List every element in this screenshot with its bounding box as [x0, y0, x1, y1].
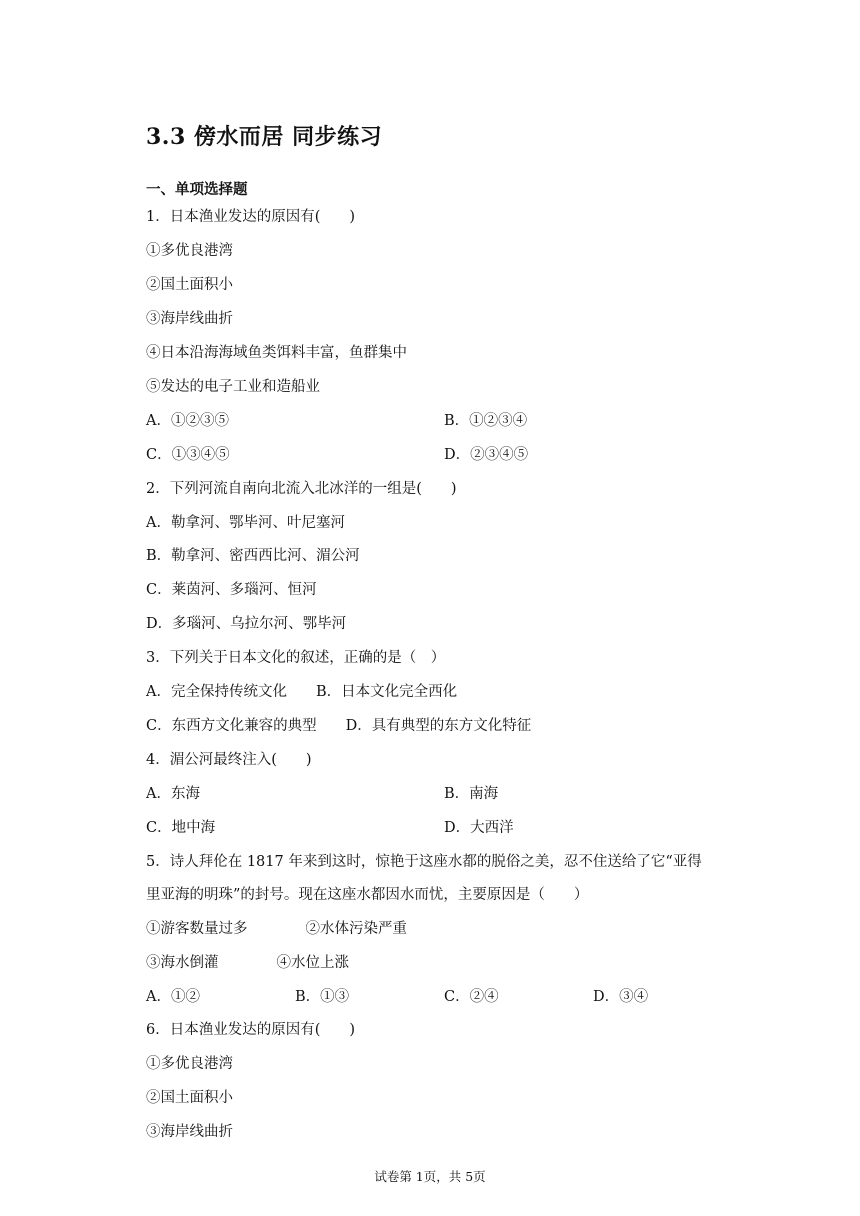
- question-1-option-d: D．②③④⑤: [444, 447, 529, 463]
- question-6-statement-3: ③海岸线曲折: [146, 1124, 233, 1140]
- question-4-option-d: D．大西洋: [444, 820, 514, 836]
- question-4-option-b: B．南海: [444, 786, 499, 802]
- question-5-statements-1-2: ①游客数量过多 ②水体污染严重: [146, 921, 407, 937]
- question-5-option-a: A．①②: [146, 989, 200, 1005]
- question-3-options-ab: A．完全保持传统文化 B．日本文化完全西化: [146, 684, 458, 700]
- question-5-stem-line-1: 5．诗人拜伦在 1817 年来到这时，惊艳于这座水都的脱俗之美，忍不住送给了它“亚得: [146, 854, 702, 870]
- question-6-statement-2: ②国土面积小: [146, 1090, 233, 1106]
- question-4-option-c: C．地中海: [146, 820, 216, 836]
- question-1-statement-3: ③海岸线曲折: [146, 311, 233, 327]
- question-2-option-d: D．多瑙河、乌拉尔河、鄂毕河: [146, 616, 347, 632]
- page-footer: 试卷第 1页，共 5页: [374, 1169, 486, 1184]
- question-5-option-d: D．③④: [593, 989, 649, 1005]
- question-6-stem: 6．日本渔业发达的原因有( ): [146, 1022, 356, 1038]
- question-6-statement-1: ①多优良港湾: [146, 1056, 233, 1072]
- question-1-option-b: B．①②③④: [444, 413, 528, 429]
- question-1-stem: 1．日本渔业发达的原因有( ): [146, 209, 356, 225]
- question-1-statement-4: ④日本沿海海域鱼类饵料丰富，鱼群集中: [146, 345, 407, 361]
- question-1-statement-5: ⑤发达的电子工业和造船业: [146, 379, 320, 395]
- question-3-options-cd: C．东西方文化兼容的典型 D．具有典型的东方文化特征: [146, 718, 532, 734]
- question-3-stem: 3．下列关于日本文化的叙述，正确的是（ ）: [146, 650, 446, 666]
- question-5-option-b: B．①③: [295, 989, 350, 1005]
- question-2-option-b: B．勒拿河、密西西比河、湄公河: [146, 548, 360, 564]
- question-5-stem-line-2: 里亚海的明珠”的封号。现在这座水都因水而忧，主要原因是（ ）: [146, 887, 589, 903]
- question-1-statement-1: ①多优良港湾: [146, 243, 233, 259]
- page-title: 3.3 傍水而居 同步练习: [146, 124, 383, 150]
- question-1-option-c: C．①③④⑤: [146, 447, 230, 463]
- question-2-option-a: A．勒拿河、鄂毕河、叶尼塞河: [146, 515, 345, 531]
- section-heading: 一、单项选择题: [146, 181, 248, 198]
- question-2-option-c: C．莱茵河、多瑙河、恒河: [146, 582, 317, 598]
- question-4-stem: 4．湄公河最终注入( ): [146, 752, 312, 768]
- question-5-option-c: C．②④: [444, 989, 499, 1005]
- question-5-statements-3-4: ③海水倒灌 ④水位上涨: [146, 955, 349, 971]
- question-1-option-a: A．①②③⑤: [146, 413, 229, 429]
- question-1-statement-2: ②国土面积小: [146, 277, 233, 293]
- question-2-stem: 2．下列河流自南向北流入北冰洋的一组是( ): [146, 481, 457, 497]
- question-4-option-a: A．东海: [146, 786, 200, 802]
